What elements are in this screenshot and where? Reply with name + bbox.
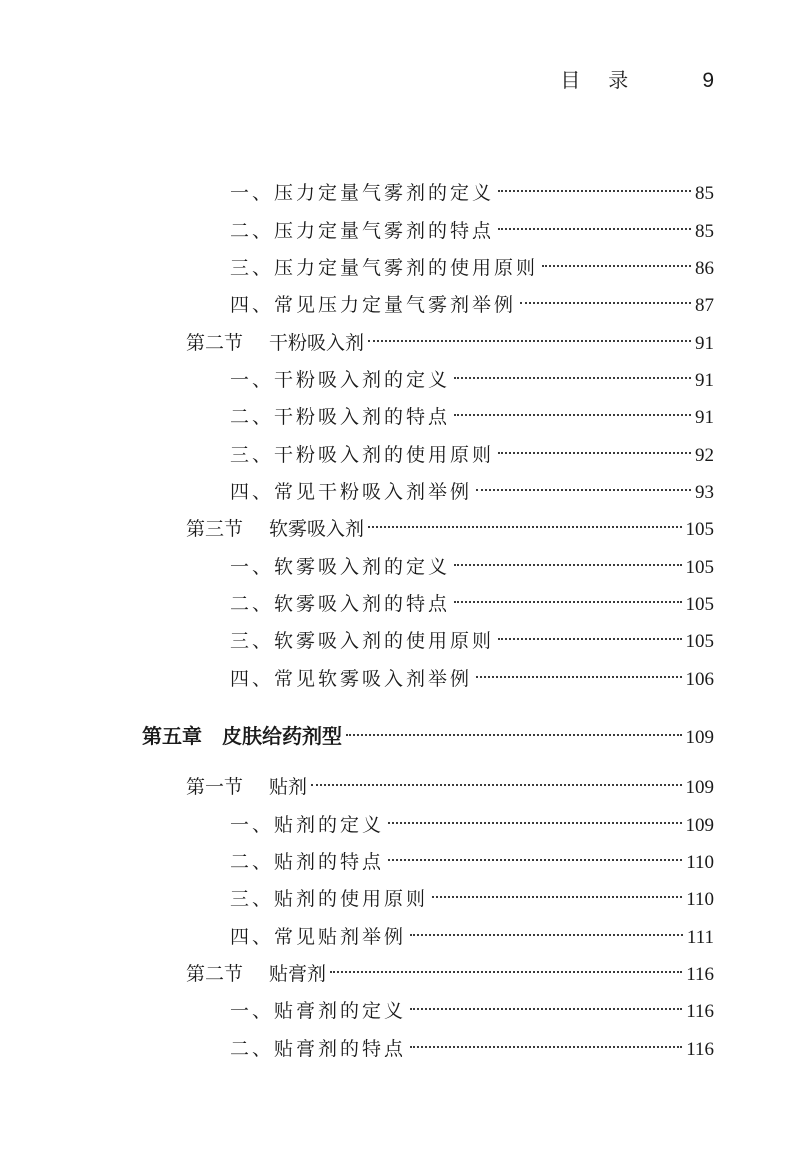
toc-title: 一、压力定量气雾剂的定义	[230, 182, 495, 204]
toc-dot-leader	[520, 302, 691, 304]
toc-page-number: 93	[695, 482, 714, 503]
toc-dot-leader	[410, 934, 683, 936]
toc-page-number: 91	[695, 333, 714, 354]
toc-page-number: 116	[686, 964, 714, 985]
toc-dot-leader	[432, 896, 682, 898]
toc-number: 第二节	[186, 963, 244, 985]
toc-item	[230, 365, 714, 395]
toc-page-number: 105	[685, 519, 714, 540]
toc-page-number: 91	[695, 370, 714, 391]
toc-dot-leader	[454, 601, 681, 603]
toc-page-number: 106	[685, 669, 714, 690]
toc-title: 四、常见软雾吸入剂举例	[230, 668, 473, 690]
toc-item	[230, 402, 714, 432]
toc-item	[230, 922, 714, 952]
toc-title: 一、干粉吸入剂的定义	[230, 369, 451, 391]
toc-item	[230, 847, 714, 877]
toc-item	[230, 440, 714, 470]
toc-title: 四、常见干粉吸入剂举例	[230, 481, 473, 503]
toc-title: 二、贴膏剂的特点	[230, 1038, 407, 1060]
toc-page-number: 92	[695, 445, 714, 466]
toc-page-number: 86	[695, 258, 714, 279]
toc-number: 第一节	[186, 776, 244, 798]
toc-dot-leader	[542, 265, 691, 267]
toc-title: 三、干粉吸入剂的使用原则	[230, 444, 495, 466]
toc-dot-leader	[454, 377, 691, 379]
toc-dot-leader	[476, 489, 691, 491]
toc-dot-leader	[454, 414, 691, 416]
toc-item	[230, 216, 714, 246]
toc-chapter	[142, 721, 714, 751]
header-title: 目录	[560, 68, 657, 92]
toc-number: 第二节	[186, 332, 244, 354]
toc-title: 四、常见压力定量气雾剂举例	[230, 294, 517, 316]
toc-section	[186, 959, 714, 989]
toc-item	[230, 884, 714, 914]
toc-page-number: 85	[695, 221, 714, 242]
toc-dot-leader	[311, 784, 681, 786]
toc-item	[230, 552, 714, 582]
toc-dot-leader	[368, 526, 681, 528]
toc-dot-leader	[330, 971, 682, 973]
toc-page-number: 116	[686, 1039, 714, 1060]
toc-dot-leader	[498, 190, 691, 192]
toc-title: 干粉吸入剂	[269, 332, 365, 354]
toc-title: 皮肤给药剂型	[222, 724, 342, 748]
toc-title: 二、软雾吸入剂的特点	[230, 593, 451, 615]
toc-dot-leader	[368, 340, 691, 342]
toc-title: 三、压力定量气雾剂的使用原则	[230, 257, 539, 279]
toc-dot-leader	[454, 564, 681, 566]
toc-title: 一、贴膏剂的定义	[230, 1000, 407, 1022]
toc-page-number: 109	[685, 815, 714, 836]
toc-title: 软雾吸入剂	[269, 518, 365, 540]
toc-item	[230, 996, 714, 1026]
toc-page-number: 116	[686, 1001, 714, 1022]
toc-section	[186, 772, 714, 802]
toc-dot-leader	[498, 452, 691, 454]
toc-title: 三、软雾吸入剂的使用原则	[230, 630, 495, 652]
toc-dot-leader	[410, 1046, 682, 1048]
toc-item	[230, 589, 714, 619]
toc-title: 二、压力定量气雾剂的特点	[230, 220, 495, 242]
toc-item	[230, 477, 714, 507]
toc-page-number: 109	[685, 777, 714, 798]
toc-page-number: 111	[686, 927, 714, 948]
toc-title: 二、干粉吸入剂的特点	[230, 406, 451, 428]
toc-item	[230, 1034, 714, 1064]
toc-title: 三、贴剂的使用原则	[230, 888, 429, 910]
toc-title: 二、贴剂的特点	[230, 851, 385, 873]
toc-page-number: 87	[695, 295, 714, 316]
toc-item	[230, 253, 714, 283]
toc-page-number: 110	[686, 889, 714, 910]
toc-dot-leader	[388, 822, 681, 824]
toc-dot-leader	[410, 1008, 682, 1010]
toc-dot-leader	[476, 676, 681, 678]
toc-item	[230, 290, 714, 320]
toc-dot-leader	[498, 228, 691, 230]
toc-item	[230, 664, 714, 694]
toc-item	[230, 810, 714, 840]
toc-dot-leader	[388, 859, 682, 861]
toc-page-number: 105	[685, 594, 714, 615]
toc-title: 四、常见贴剂举例	[230, 926, 407, 948]
toc-page-number: 91	[695, 407, 714, 428]
toc-title: 一、软雾吸入剂的定义	[230, 556, 451, 578]
toc-page-number: 105	[685, 631, 714, 652]
toc-page-number: 110	[686, 852, 714, 873]
toc-title: 一、贴剂的定义	[230, 814, 385, 836]
toc-section	[186, 514, 714, 544]
toc-dot-leader	[498, 638, 681, 640]
toc-title: 贴膏剂	[269, 963, 327, 985]
toc-title: 贴剂	[269, 776, 308, 798]
toc-number: 第五章	[142, 724, 202, 748]
toc-item	[230, 178, 714, 208]
toc-section	[186, 328, 714, 358]
toc-number: 第三节	[186, 518, 244, 540]
toc-item	[230, 626, 714, 656]
toc-page-number: 105	[685, 557, 714, 578]
toc-page-number: 109	[685, 727, 714, 748]
toc-page-number: 85	[695, 183, 714, 204]
toc-dot-leader	[346, 734, 682, 736]
header-page-number: 9	[702, 69, 714, 92]
